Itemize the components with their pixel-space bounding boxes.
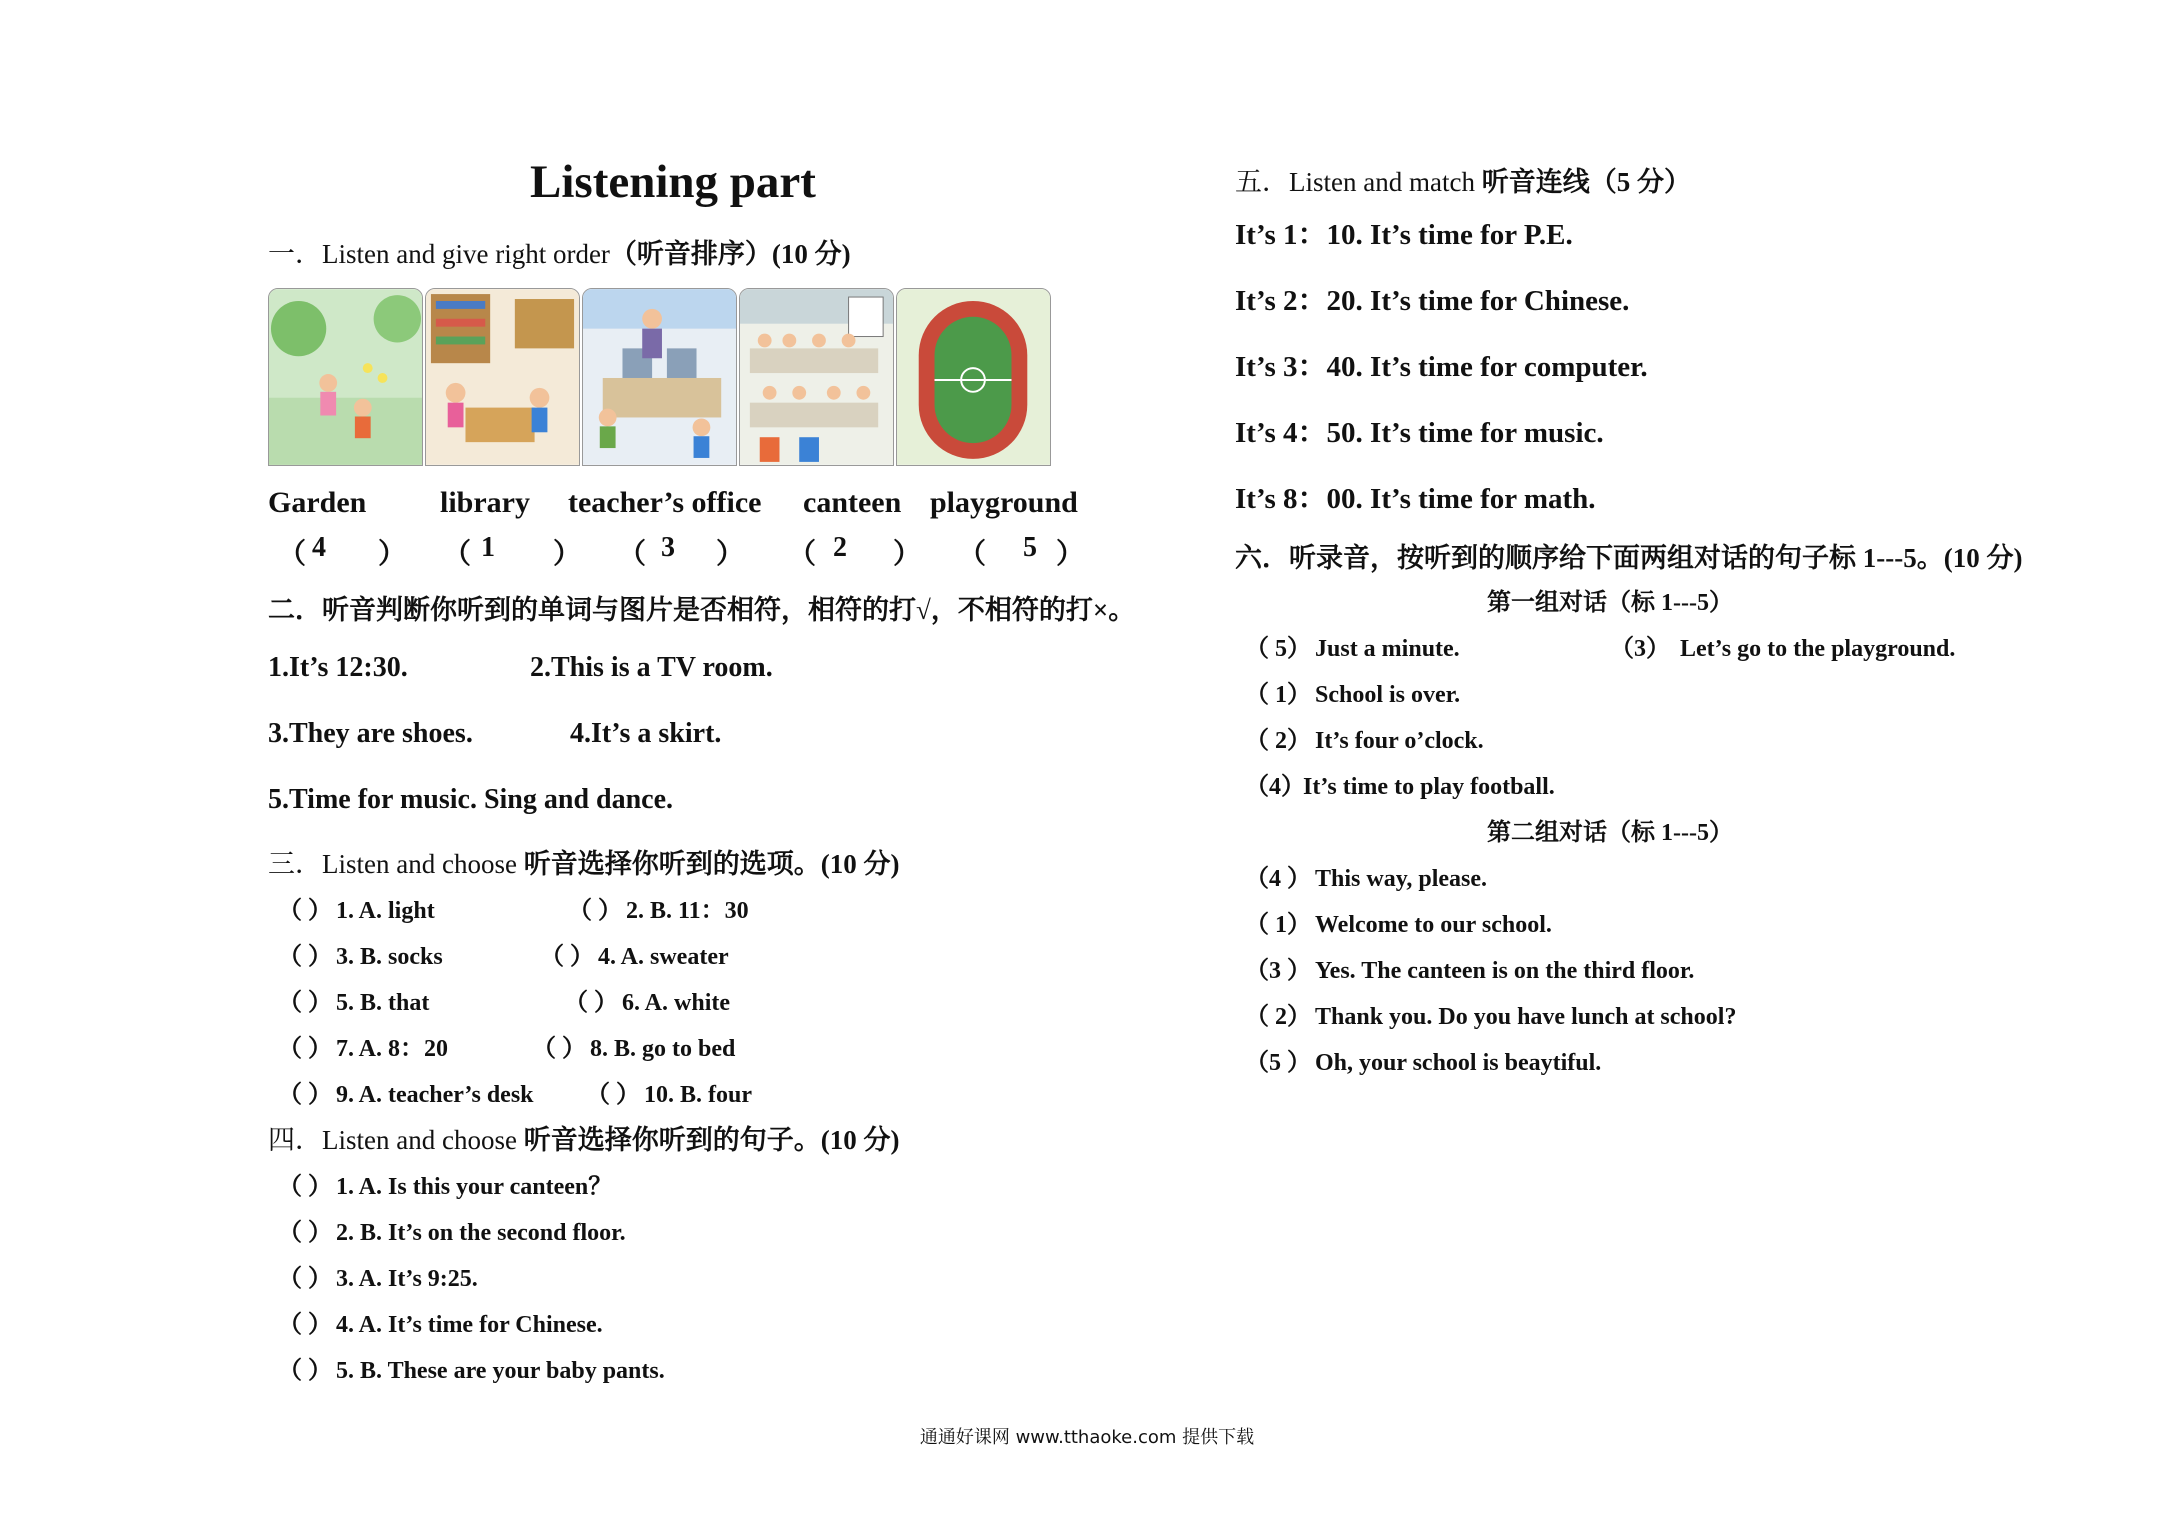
section6-heading: 六．听录音，按听到的顺序给下面两组对话的句子标 1---5。(10 分) bbox=[1235, 543, 2023, 573]
picture-label: library bbox=[440, 486, 530, 519]
sentence-item: （ ） 3. A. It’s 9:25. bbox=[278, 1266, 478, 1292]
group1-title: 第一组对话（标 1---5） bbox=[1487, 590, 1733, 616]
choice-item: （ ） 2. B. 11：30 bbox=[568, 898, 749, 924]
dialog-line: （ 2） Thank you. Do you have lunch at school? bbox=[1245, 1004, 1737, 1030]
choice-item: （ ） 7. A. 8：20 bbox=[278, 1036, 449, 1062]
choice-item: （ ） 8. B. go to bed bbox=[532, 1036, 736, 1062]
choice-item: （ ） 5. B. that bbox=[278, 990, 430, 1016]
dialog-line: （5 ） Oh, your school is beaytiful. bbox=[1245, 1050, 1602, 1076]
picture-label: canteen bbox=[803, 486, 902, 519]
choice-item: （ ） 1. A. light bbox=[278, 898, 435, 924]
sentence-item: （ ） 2. B. It’s on the second floor. bbox=[278, 1220, 626, 1246]
sentence-item: （ ） 4. A. It’s time for Chinese. bbox=[278, 1312, 603, 1338]
section1-heading: 一．Listen and give right order（听音排序）(10 分) bbox=[268, 239, 851, 269]
dialog-line: （ 2） It’s four o’clock. bbox=[1245, 728, 1484, 754]
section3-heading: 三．Listen and choose 听音选择你听到的选项。(10 分) bbox=[268, 849, 900, 879]
picture-label: teacher’s office bbox=[568, 486, 762, 519]
judge-item: 1.It’s 12:30. bbox=[268, 652, 408, 683]
library-picture bbox=[425, 288, 580, 466]
playground-picture bbox=[896, 288, 1051, 466]
dialog-line: （ 5） Just a minute. bbox=[1245, 636, 1460, 662]
dialog-line: （ 1） School is over. bbox=[1245, 682, 1461, 708]
dialog-line: （3 ） Yes. The canteen is on the third floor. bbox=[1245, 958, 1695, 984]
dialog-line: （ 1） Welcome to our school. bbox=[1245, 912, 1552, 938]
picture-label: playground bbox=[930, 486, 1078, 519]
group2-title: 第二组对话（标 1---5） bbox=[1487, 820, 1733, 846]
dialog-line: （4）It’s time to play football. bbox=[1245, 774, 1555, 800]
dialog-line: （3） Let’s go to the playground. bbox=[1610, 636, 1956, 662]
choice-item: （ ） 4. A. sweater bbox=[540, 944, 729, 970]
sentence-item: （ ） 1. A. Is this your canteen？ bbox=[278, 1174, 613, 1200]
footer: 通通好课网 www.tthaoke.com 提供下载 bbox=[919, 1427, 1255, 1448]
picture-label: Garden bbox=[268, 486, 367, 519]
sentence-item: （ ） 5. B. These are your baby pants. bbox=[278, 1358, 665, 1384]
match-item: It’s 1：10. It’s time for P.E. bbox=[1235, 219, 1573, 251]
judge-item: 3.They are shoes. bbox=[268, 718, 473, 749]
choice-item: （ ） 6. A. white bbox=[564, 990, 730, 1016]
match-item: It’s 3：40. It’s time for computer. bbox=[1235, 351, 1648, 383]
choice-item: （ ） 3. B. socks bbox=[278, 944, 443, 970]
order-answer: 1 bbox=[481, 532, 495, 563]
picture-row bbox=[268, 288, 1051, 466]
order-answer: 3 bbox=[661, 532, 675, 563]
order-answer: 5 bbox=[1023, 532, 1037, 563]
choice-item: （ ） 10. B. four bbox=[586, 1082, 752, 1108]
judge-item: 4.It’s a skirt. bbox=[570, 718, 722, 749]
match-item: It’s 8：00. It’s time for math. bbox=[1235, 483, 1596, 515]
judge-item: 2.This is a TV room. bbox=[530, 652, 773, 683]
garden-picture bbox=[268, 288, 423, 466]
section4-heading: 四．Listen and choose 听音选择你听到的句子。(10 分) bbox=[268, 1125, 900, 1155]
office-picture bbox=[582, 288, 737, 466]
order-answer: 4 bbox=[312, 532, 326, 563]
section2-heading: 二．听音判断你听到的单词与图片是否相符，相符的打√，不相符的打×。 bbox=[268, 595, 1136, 625]
page-title: Listening part bbox=[530, 156, 816, 208]
match-item: It’s 2：20. It’s time for Chinese. bbox=[1235, 285, 1630, 317]
canteen-picture bbox=[739, 288, 894, 466]
order-answer: 2 bbox=[833, 532, 847, 563]
judge-item: 5.Time for music. Sing and dance. bbox=[268, 784, 674, 815]
section5-heading: 五．Listen and match 听音连线（5 分） bbox=[1235, 167, 1691, 197]
match-item: It’s 4：50. It’s time for music. bbox=[1235, 417, 1604, 449]
choice-item: （ ） 9. A. teacher’s desk bbox=[278, 1082, 534, 1108]
dialog-line: （4 ） This way, please. bbox=[1245, 866, 1488, 892]
